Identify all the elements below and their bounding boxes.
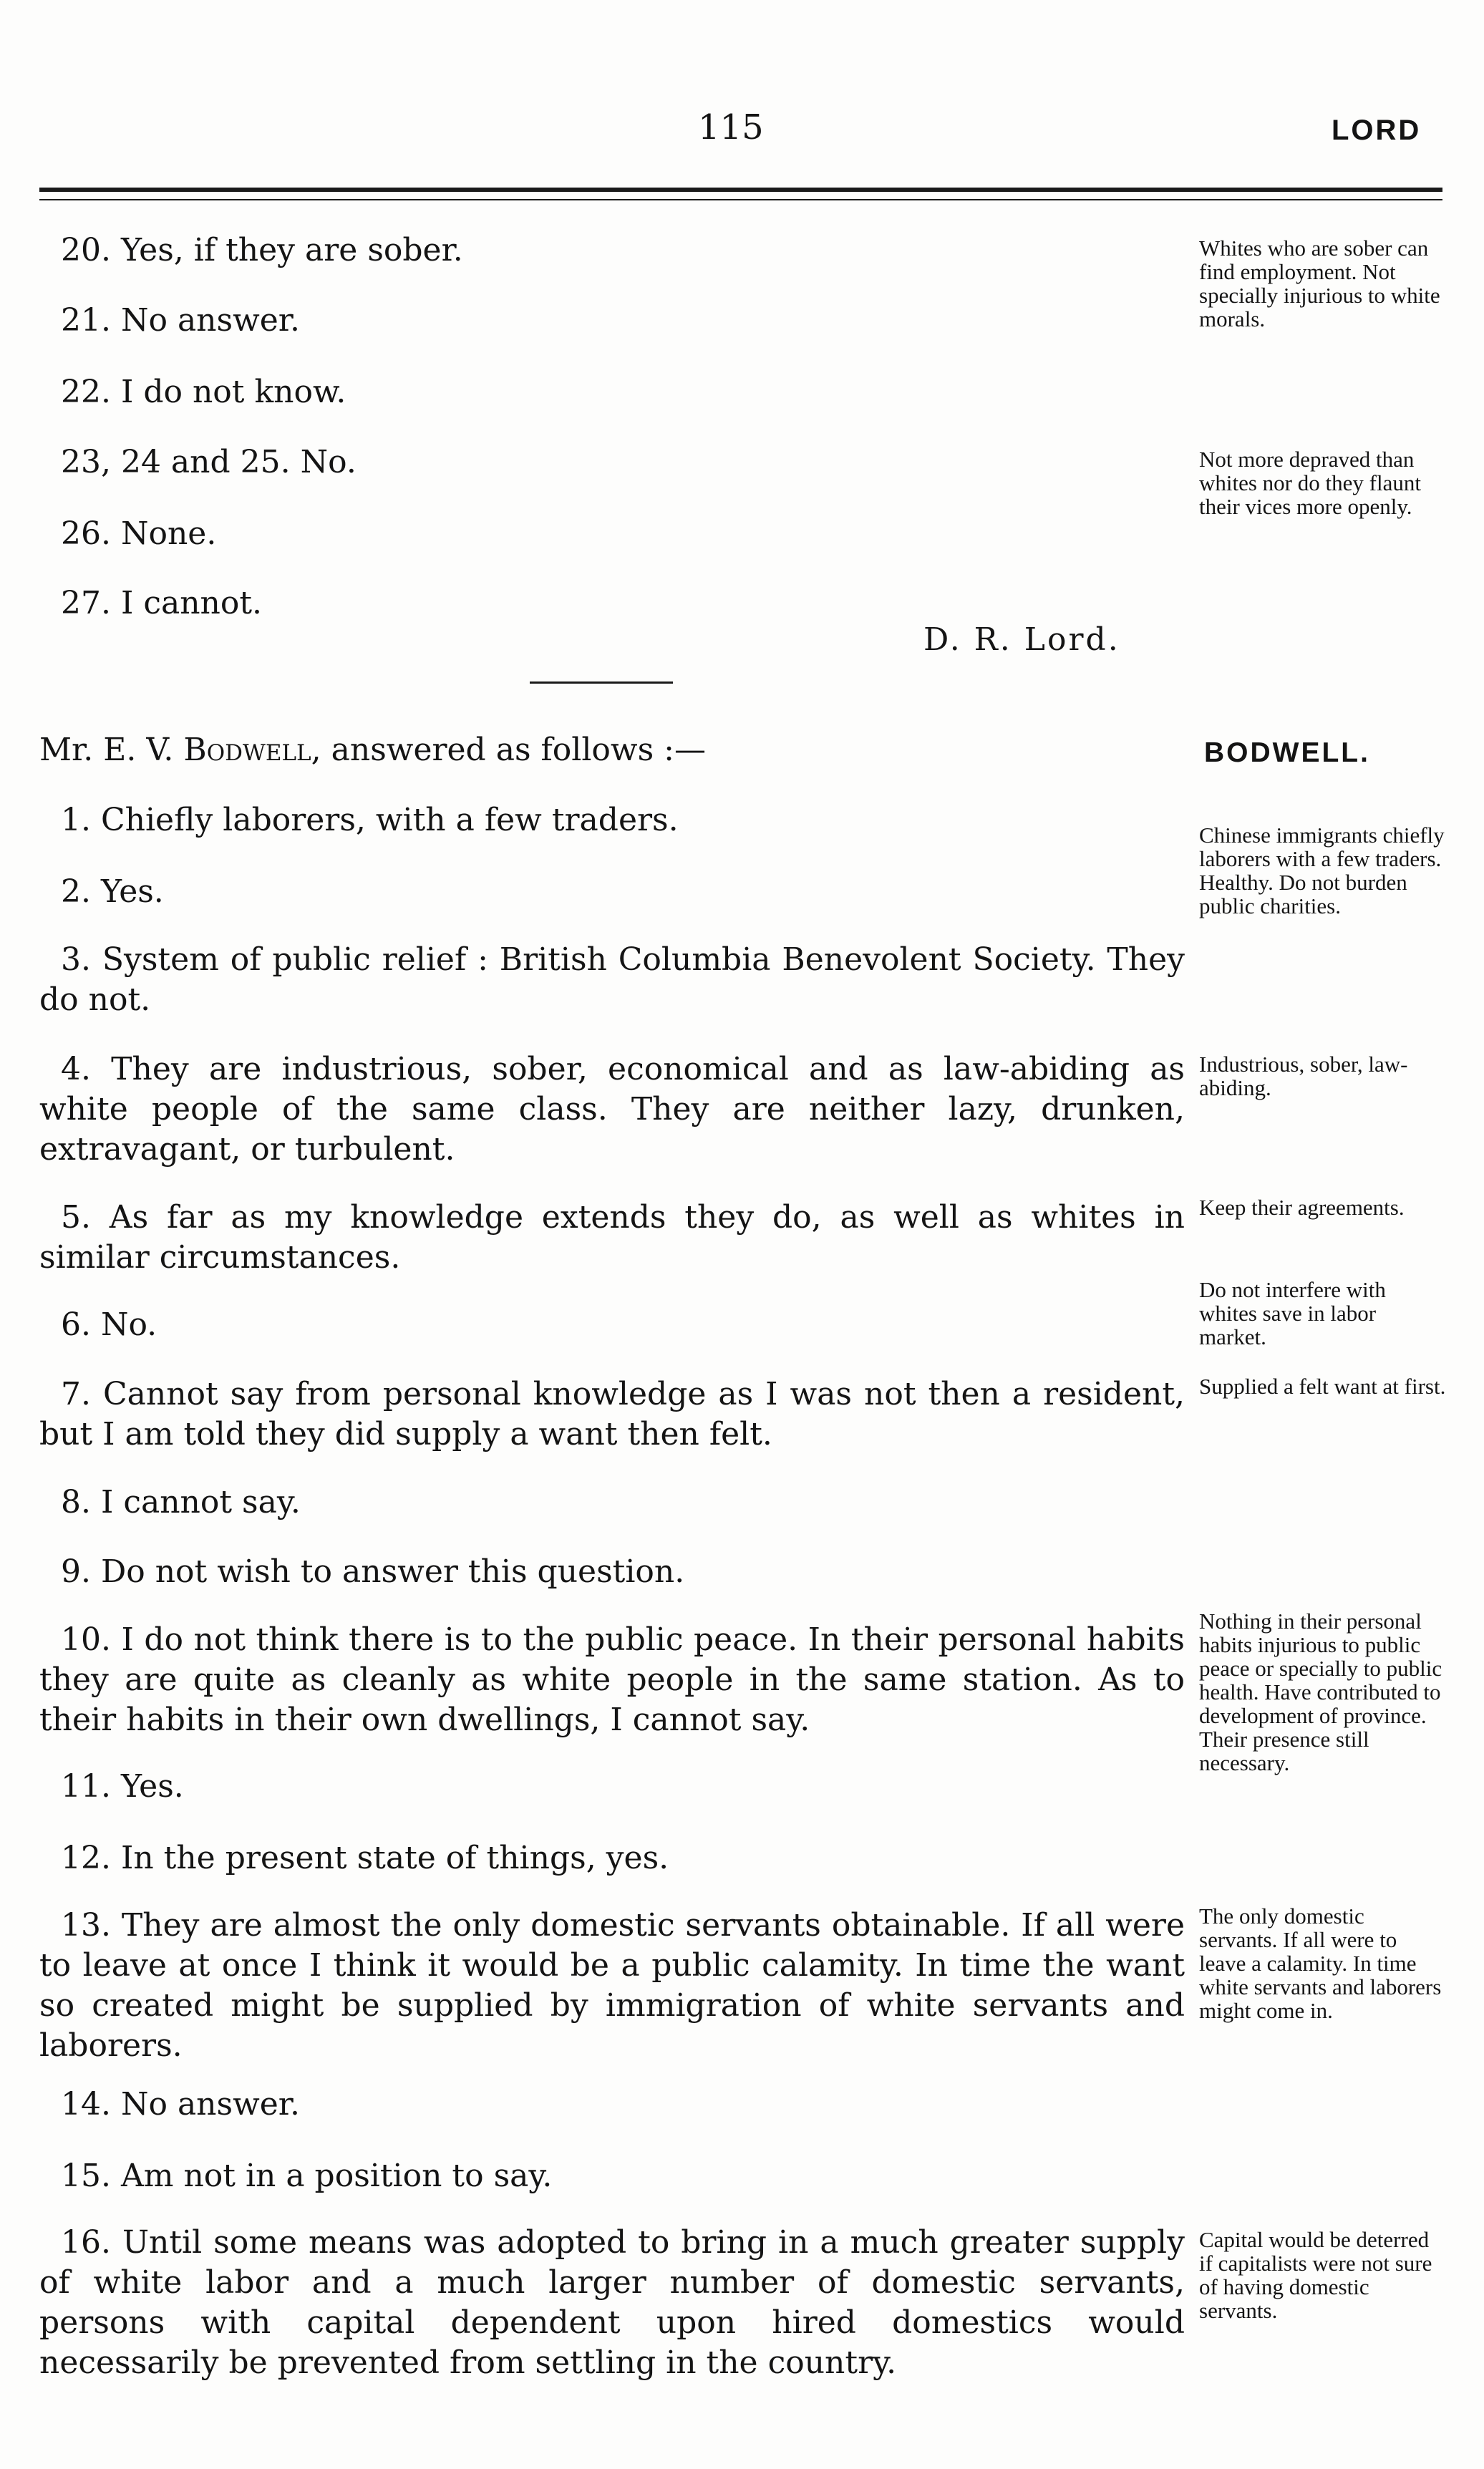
lord-answer-20: 20. Yes, if they are sober. [61,232,463,268]
bodwell-answer-2: 2. Yes. [61,873,164,910]
page-number: 115 [698,107,764,147]
bodwell-intro [39,730,1185,770]
bodwell-answer-3: 3. System of public relief : British Columbia Benevolent Society. They do not. [39,941,1185,1018]
lord-answer-26: 26. None. [61,515,217,552]
bodwell-answer-1: 1. Chiefly laborers, with a few traders. [61,802,679,838]
bodwell-answer-15: 15. Am not in a position to say. [61,2158,553,2194]
header-rule-thick [39,188,1442,192]
lord-answer-27: 27. I cannot. [61,585,263,621]
bodwell-answer-16: 16. Until some means was adopted to bring in a much greater supply of white labor and a much larger number of domestic servants, persons with capital dependent upon hired domestics would necessarily be prevented from settling in the country. [39,2224,1185,2381]
side-note-sober-whites: Whites who are sober can find employment. Not specially injurious to white morals. [1199,236,1440,331]
side-note-felt-want: Supplied a felt want at first. [1199,1374,1446,1399]
bodwell-answer-8: 8. I cannot say. [61,1484,301,1520]
bodwell-answer-10: 10. I do not think there is to the public peace. In their personal habits they are quite as cleanly as white people in the same station. As to their habits in their own dwellings, I cannot say. [39,1621,1185,1738]
lord-answer-22: 22. I do not know. [61,374,346,410]
bodwell-answer-4: 4. They are industrious, sober, economical and as law-abiding as white people of the same class. They are neither lazy, drunken, extravagant, or turbulent. [39,1051,1185,1168]
side-note-domestic-servants: The only domestic servants. If all were to leave a calamity. In time white servants and laborers might come in. [1199,1903,1442,2023]
side-note-industrious: Industrious, sober, law-abiding. [1199,1052,1408,1100]
bodwell-answer-6: 6. No. [61,1306,157,1343]
side-note-not-depraved: Not more depraved than whites nor do they flaunt their vices more openly. [1199,447,1421,519]
bodwell-answer-9: 9. Do not wish to answer this question. [61,1553,685,1590]
bodwell-side-head: BODWELL. [1204,737,1370,768]
bodwell-answer-5: 5. As far as my knowledge extends they do, as well as whites in similar circumstances. [39,1199,1185,1276]
side-note-chinese-immigrants: Chinese immigrants chiefly laborers with a few traders. Healthy. Do not burden public charities. [1199,823,1445,918]
lord-signature: D. R. Lord. [923,621,1120,658]
section-divider [530,681,673,684]
bodwell-answer-11: 11. Yes. [61,1768,184,1805]
bodwell-answer-12: 12. In the present state of things, yes. [61,1840,669,1876]
bodwell-answer-14: 14. No answer. [61,2086,300,2123]
bodwell-answer-7: 7. Cannot say from personal knowledge as I was not then a resident, but I am told they did supply a want then felt. [39,1376,1185,1452]
side-note-agreements: Keep their agreements. [1199,1195,1405,1220]
bodwell-intro-prefix: Mr. E. V. [39,732,184,768]
bodwell-intro-suffix: , answered as follows :— [311,732,706,768]
bodwell-answer-13: 13. They are almost the only domestic servants obtainable. If all were to leave at once I think it would be a public calamity. In time the want so created might be supplied by immigration of white servants and laborers. [39,1907,1185,2064]
lord-answer-23-25: 23, 24 and 25. No. [61,444,357,480]
lord-answer-21: 21. No answer. [61,302,300,339]
side-note-capital: Capital would be deterred if capitalists were not sure of having domestic servants. [1199,2227,1432,2323]
side-note-labor-market: Do not interfere with whites save in labor market. [1199,1277,1386,1349]
bodwell-intro-name: Bodwell [183,732,311,768]
side-note-public-peace: Nothing in their personal habits injurious to public peace or specially to public health. Have contributed to development of province. Their presence still necessary. [1199,1609,1442,1775]
running-head: LORD [1332,115,1422,146]
header-rule-thin [39,199,1442,200]
